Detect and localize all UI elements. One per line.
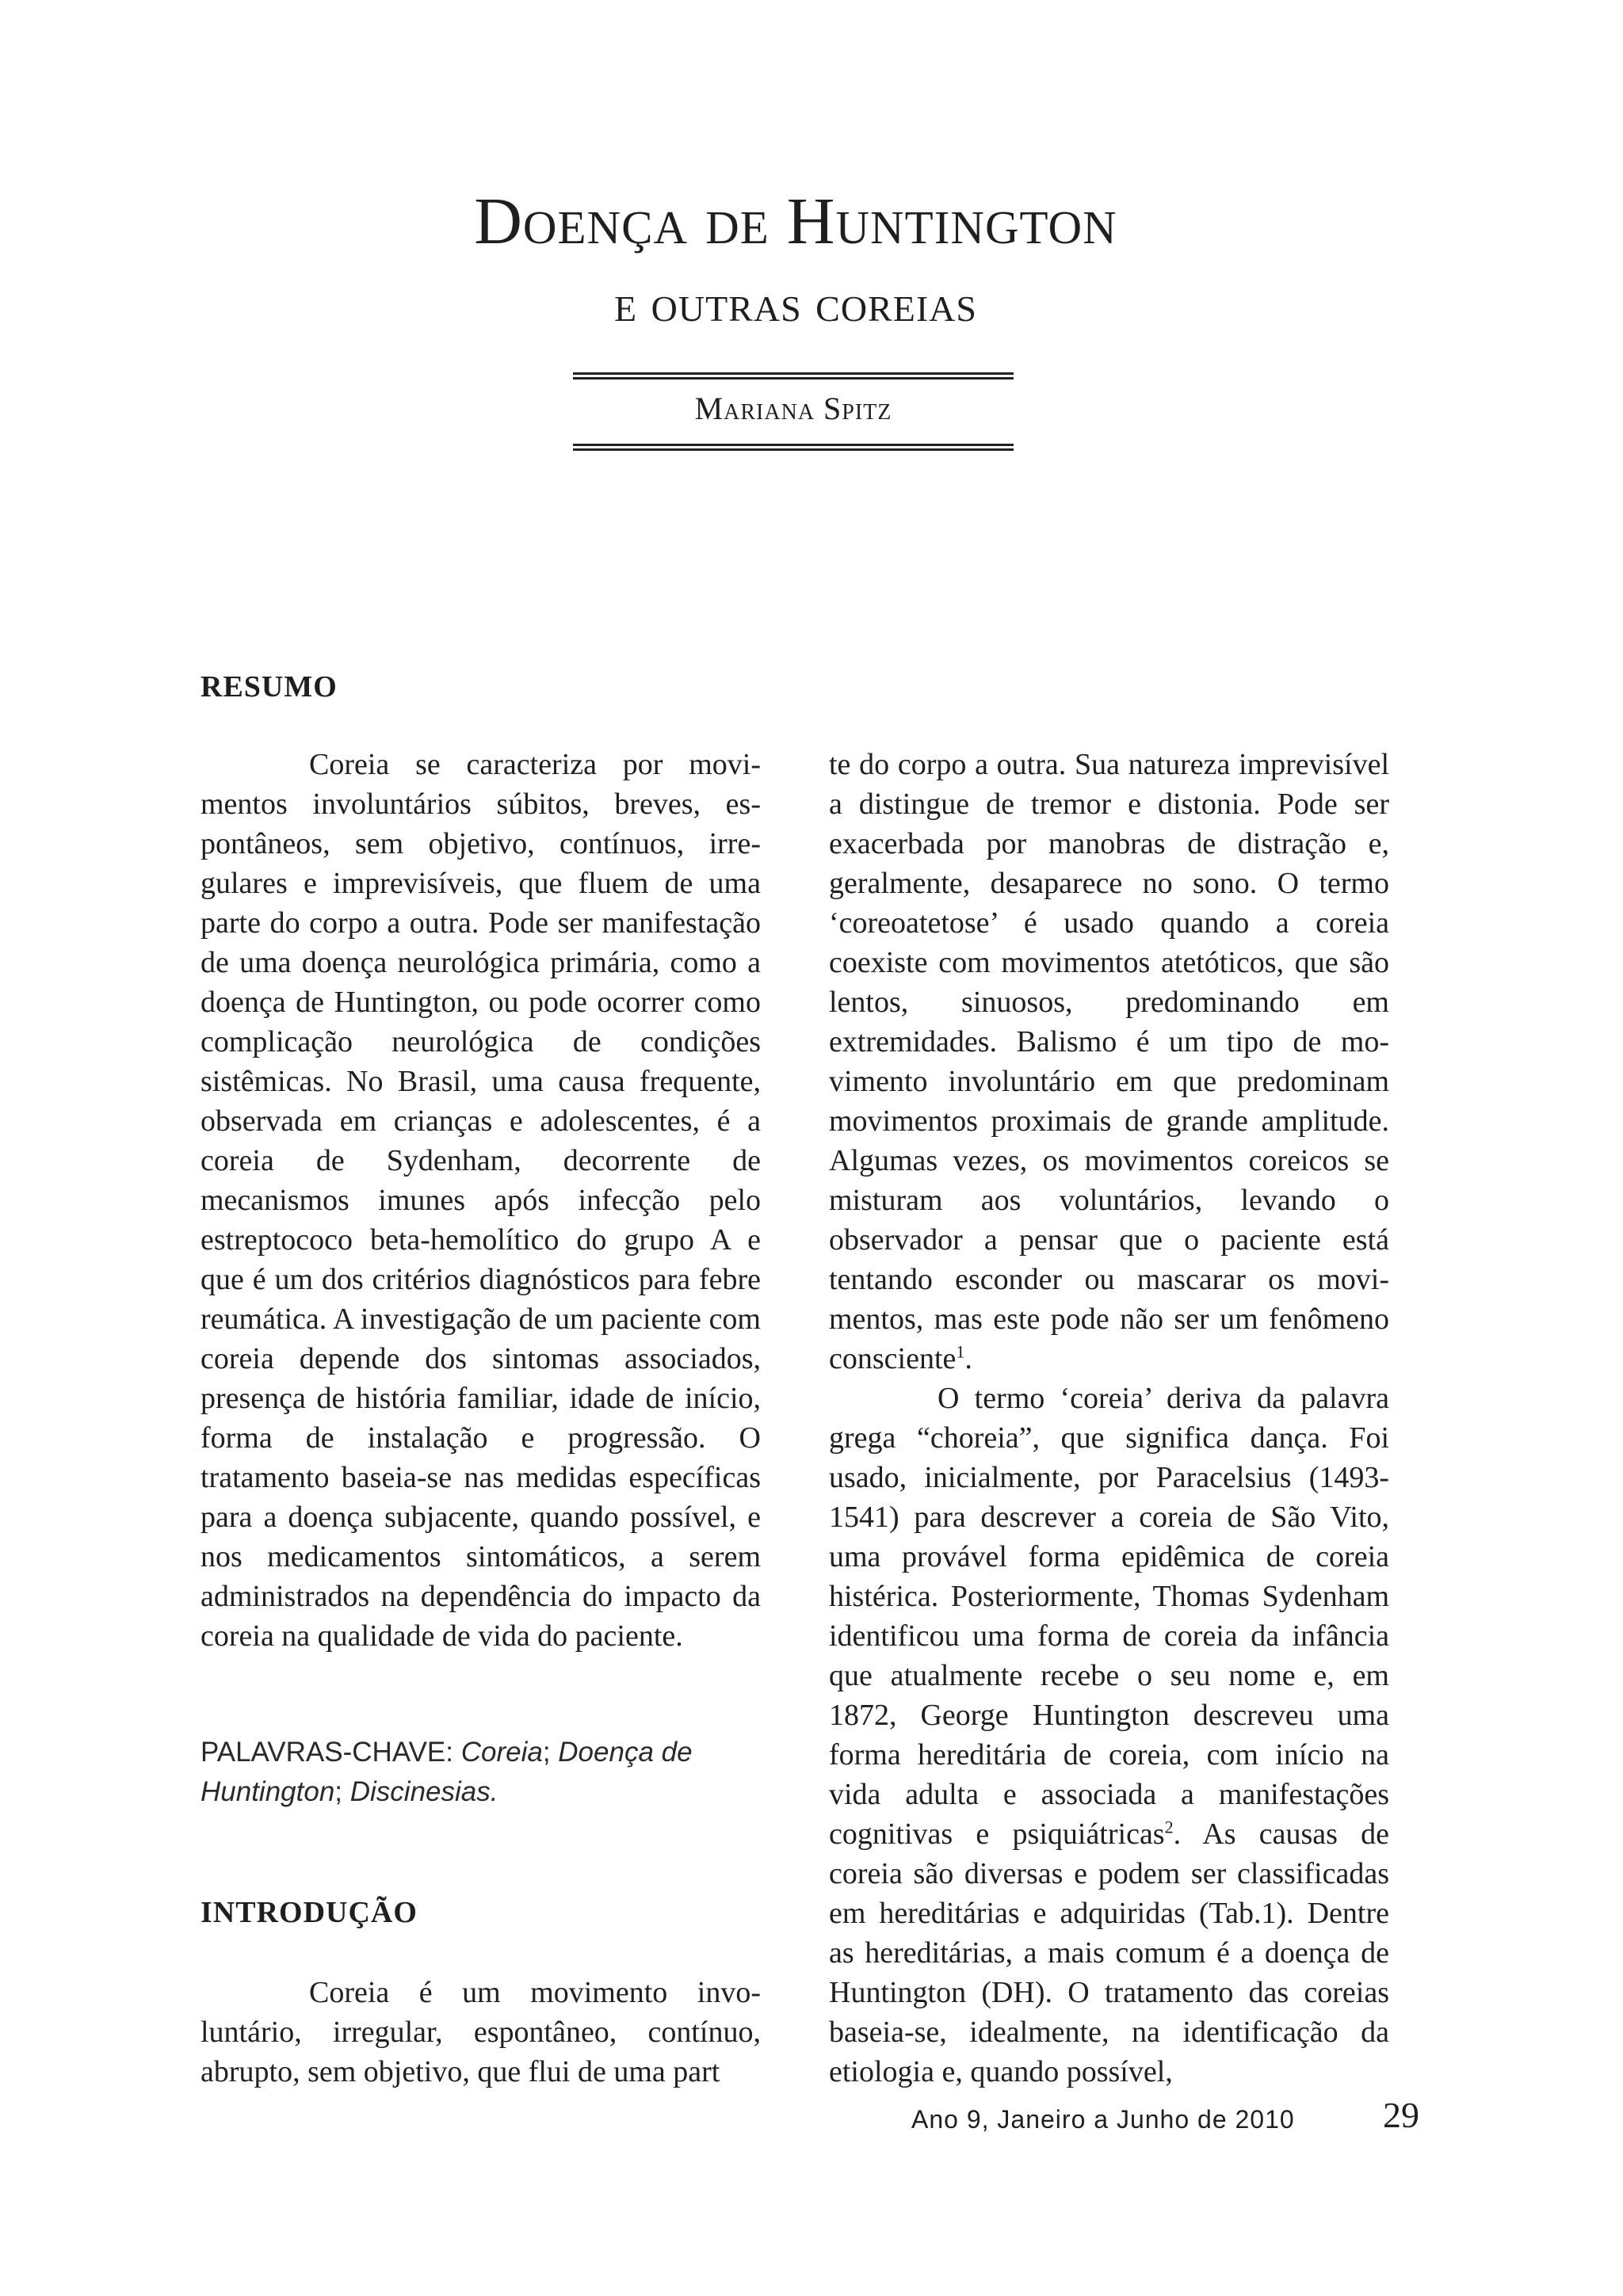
citation-1: 1 [956,1341,965,1362]
keywords-label: PALAVRAS-CHAVE: [200,1737,453,1768]
right-paragraph-2-text-b: . As causas de coreia são diversas e podem ser classificadas em hereditárias e adquiridas (Tab.1). Dentre as hereditárias, a mais comum é a doença de Huntington (DH). O tratamento das coreias baseia-se, idealmente, na identificação da etiologia e, quando possível, [829,1817,1389,2088]
keyword-3: Discinesias. [349,1776,498,1807]
introduction-body [200,1973,761,2092]
abstract-heading: RESUMO [200,670,338,704]
keyword-2: Doença de Huntington [200,1737,693,1807]
keywords: PALAVRAS-CHAVE: Coreia; Doença de Huntington; Discinesias. [200,1737,693,1807]
footer-issue: Ano 9, Janeiro a Junho de 2010 [911,2105,1295,2134]
introduction-heading: INTRODUÇÃO [200,1896,418,1929]
citation-2: 2 [1164,1817,1174,1837]
author-rule-bottom [573,444,1014,451]
right-paragraph-1-text: te do corpo a outra. Sua natureza imprevisível a distingue de tremor e distonia. Pode ser exacerbada por manobras de distração e, geralmente, desaparece no sono. O termo ‘coreoatetose’ é usado quando a coreia coexiste com movimentos atetóticos, que são lentos, sinuosos, predominando em extremidades. Balismo é um tipo de movimento involuntário em que predominam movimentos proximais de grande amplitude. Algumas vezes, os movimentos coreicos se misturam aos voluntários, levando o observador a pensar que o paciente está tentando esconder ou mascarar os movimentos, mas este pode não ser um fenômeno consciente [829,748,1389,1375]
right-paragraph-2 [829,1379,1389,2092]
abstract-paragraph: Coreia se caracteriza por movimentos involuntários súbitos, breves, espontâneos, sem objetivo, contínuos, irregulares e imprevisíveis, que fluem de uma parte do corpo a outra. Pode ser manifestação de uma doença neurológica primária, como a doença de Huntington, ou pode ocorrer como complicação neurológica de condições sistêmicas. No Brasil, uma causa frequente, observada em crianças e adolescentes, é a coreia de Sydenham, decorrente de mecanismos imunes após infecção pelo estreptococo beta-hemolítico do grupo A e que é um dos critérios diagnósticos para febre reumática. A investigação de um paciente com coreia depende dos sintomas associados, presença de história familiar, idade de início, forma de instalação e progressão. O tratamento baseia-se nas medidas específicas para a doença subjacente, quando possível, e nos medicamentos sintomáticos, a serem administrados na dependência do impacto da coreia na qualidade de vida do paciente. [200,748,761,1653]
right-paragraph-2-text-a: O termo ‘coreia’ deriva da palavra grega “choreia”, que significa dança. Foi usado, inicialmente, por Paracelsius (1493-1541) para descrever a coreia de São Vito, uma provável forma epidêmica de coreia histérica. Posteriormente, Thomas Sydenham identificou uma forma de coreia da infância que atualmente recebe o seu nome e, em 1872, George Huntington descreveu uma forma hereditária de coreia, com início na vida adulta e associada a manifestações cognitivas e psiquiátricas [829,1382,1389,1851]
author-name: Mariana Spitz [694,391,892,426]
introduction-paragraph: Coreia é um movimento involuntário, irregular, espontâneo, contínuo, abrupto, sem objetivo, que flui de uma part [200,1976,761,2088]
title-line-2: e outras coreias [614,275,977,333]
right-paragraph-1 [829,745,1389,1379]
author-rule-top [573,372,1014,379]
right-paragraph-1-end: . [964,1342,972,1375]
right-column-body [829,745,1389,2092]
article-title [0,182,1623,336]
keyword-1: Coreia [460,1737,543,1768]
title-line-1: Doença de Huntington [474,185,1117,258]
page-number: 29 [1383,2095,1419,2135]
abstract-body [200,745,761,1656]
